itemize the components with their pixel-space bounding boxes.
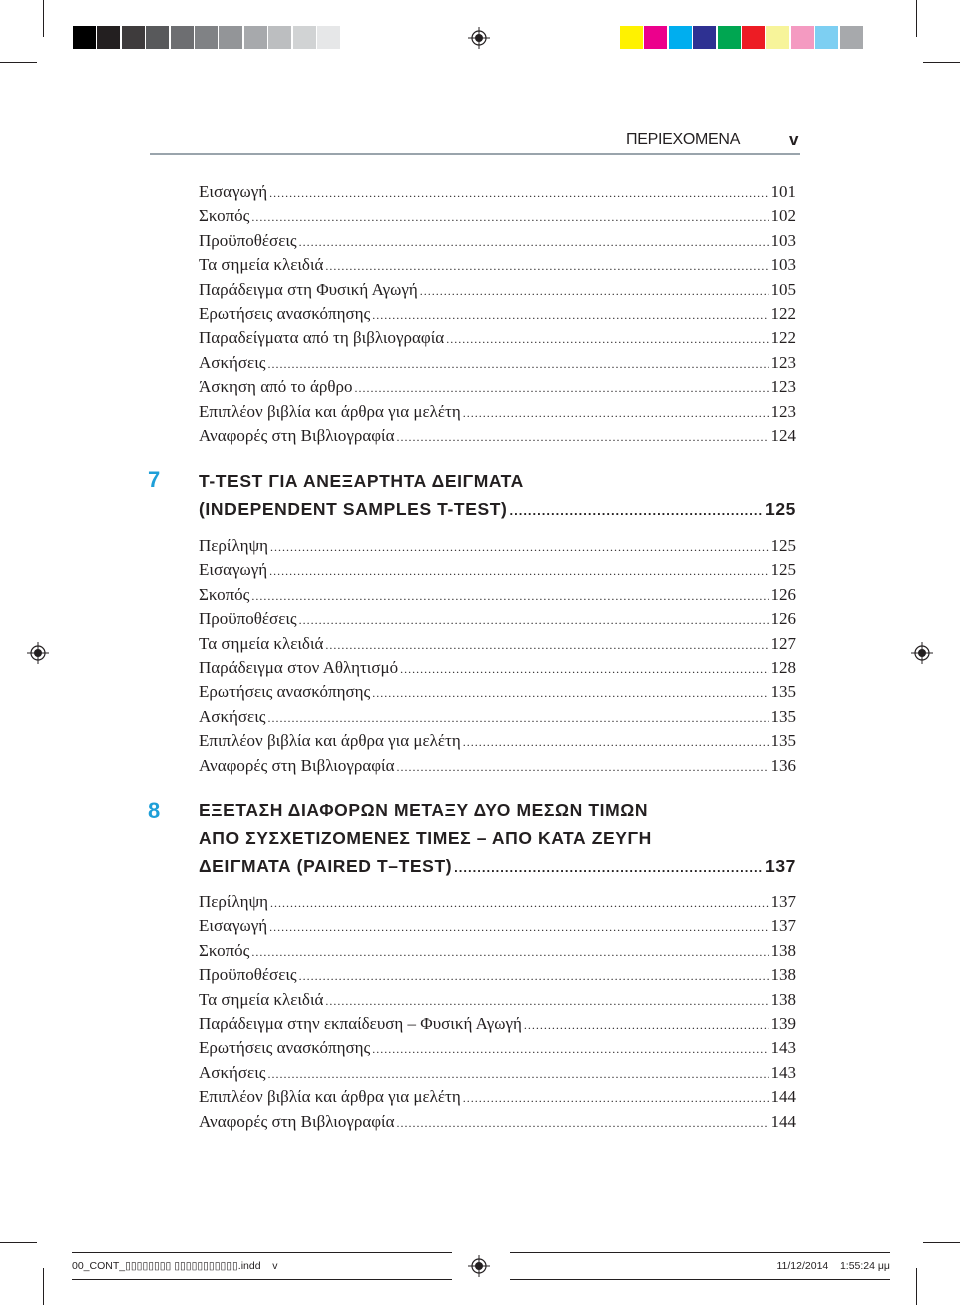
slug-date: 11/12/2014: [776, 1260, 829, 1272]
toc-entry-page: 143: [770, 1062, 796, 1082]
toc-entry-title: Τα σημεία κλειδιά: [199, 989, 324, 1009]
chapter-title-line: ΔΕΙΓΜΑΤΑ (PAIRED T–TEST): [199, 856, 453, 876]
leader-dots: [463, 402, 769, 424]
crop-mark: [43, 1268, 44, 1305]
slug-time: 1:55:24 μμ: [839, 1260, 890, 1272]
toc-entry-title: Ερωτήσεις ανασκόπησης: [199, 304, 371, 323]
gray-swatch: [171, 26, 194, 49]
leader-dots: [325, 255, 768, 277]
leader-dots: [299, 965, 769, 987]
gray-swatch: [122, 26, 145, 49]
leader-dots: [268, 353, 769, 375]
toc-entry[interactable]: [199, 891, 796, 913]
crop-mark: [923, 62, 960, 63]
toc-entry[interactable]: [199, 584, 796, 606]
leader-dots: [509, 503, 763, 518]
toc-entry[interactable]: [199, 1013, 796, 1035]
toc-entry[interactable]: [199, 989, 796, 1011]
leader-dots: [355, 377, 769, 399]
gray-swatch: [293, 26, 316, 49]
gray-swatch: [73, 26, 96, 49]
toc-entry-page: 135: [770, 731, 796, 751]
toc-entry-page: 135: [770, 706, 796, 726]
toc-entry-title: Επιπλέον βιβλία και άρθρα για μελέτη: [199, 1087, 461, 1107]
chapter-title-line: ΕΞΕΤΑΣΗ ΔΙΑΦΟΡΩΝ ΜΕΤΑΞΥ ΔΥΟ ΜΕΣΩΝ ΤΙΜΩΝ: [199, 800, 649, 820]
toc-entry[interactable]: [199, 230, 796, 252]
toc-entry[interactable]: [199, 1111, 796, 1133]
slug-page: v: [272, 1260, 278, 1272]
color-swatch: [766, 26, 789, 49]
crop-mark: [923, 1242, 960, 1243]
leader-dots: [251, 941, 768, 963]
toc-entry-page: 123: [770, 377, 796, 397]
toc-entry[interactable]: [199, 633, 796, 655]
toc-entry-page: 126: [770, 609, 796, 629]
page-number: v: [789, 130, 799, 149]
chapter-number: 8: [148, 798, 161, 823]
color-swatch: [718, 26, 741, 49]
color-swatch: [644, 26, 667, 49]
toc-entry-page: 105: [770, 279, 796, 299]
toc-entry[interactable]: [199, 205, 796, 227]
leader-dots: [400, 658, 768, 680]
chapter-title-line: (INDEPENDENT SAMPLES T-TEST): [199, 499, 508, 519]
registration-mark-icon: [911, 642, 933, 664]
toc-entry-page: 144: [770, 1087, 796, 1107]
leader-dots: [420, 280, 769, 302]
toc-entry-title: Ασκήσεις: [199, 1062, 266, 1082]
toc-entry-title: Παράδειγμα στην εκπαίδευση – Φυσική Αγωγή: [199, 1014, 522, 1033]
leader-dots: [268, 1063, 769, 1085]
toc-entry-page: 126: [770, 584, 796, 604]
leader-dots: [397, 1112, 769, 1134]
toc-entry[interactable]: [199, 608, 796, 630]
toc-entry[interactable]: [199, 730, 796, 752]
leader-dots: [268, 707, 769, 729]
leader-dots: [463, 1087, 769, 1109]
toc-entry[interactable]: [199, 279, 796, 301]
toc-entry[interactable]: [199, 535, 796, 557]
gray-swatch: [317, 26, 340, 49]
color-swatch: [669, 26, 692, 49]
toc-entry-title: Προϋποθέσεις: [199, 965, 297, 985]
toc-entry-title: Εισαγωγή: [199, 916, 268, 936]
toc-entry-page: 138: [770, 965, 796, 985]
toc-entry-title: Ερωτήσεις ανασκόπησης: [199, 1038, 371, 1058]
gray-swatch: [146, 26, 169, 49]
toc-entry-title: Σκοπός: [199, 584, 250, 604]
crop-mark: [916, 1268, 917, 1305]
registration-mark-icon: [468, 27, 490, 49]
crop-mark: [43, 0, 44, 37]
toc-entry-title: Αναφορές στη Βιβλιογραφία: [199, 755, 395, 775]
leader-dots: [269, 182, 768, 204]
gray-swatch: [195, 26, 218, 49]
toc-entry[interactable]: [199, 401, 796, 423]
toc-entry[interactable]: [199, 327, 796, 349]
leader-dots: [251, 206, 768, 228]
crop-mark: [0, 1242, 37, 1243]
gray-swatch: [244, 26, 267, 49]
leader-dots: [270, 892, 769, 914]
leader-dots: [325, 990, 768, 1012]
toc-entry-page: 143: [770, 1038, 796, 1058]
leader-dots: [397, 426, 769, 448]
toc-entry-title: Παράδειγμα στη Φυσική Αγωγή: [199, 279, 418, 299]
toc-entry-title: Αναφορές στη Βιβλιογραφία: [199, 426, 395, 445]
toc-entry-page: 139: [770, 1014, 796, 1033]
toc-entry-page: 127: [770, 633, 796, 653]
toc-entry-title: Περίληψη: [199, 892, 268, 911]
color-swatch: [693, 26, 716, 49]
toc-entry-title: Προϋποθέσεις: [199, 609, 297, 629]
toc-entry-page: 138: [770, 940, 796, 960]
toc-entry-page: 125: [770, 560, 796, 580]
slug-file-info: [72, 1252, 452, 1280]
toc-entry-title: Άσκηση από το άρθρο: [199, 377, 353, 397]
toc-entry[interactable]: [199, 425, 796, 447]
gray-swatch: [219, 26, 242, 49]
toc-entry[interactable]: [199, 254, 796, 276]
toc-entry-page: 135: [770, 682, 796, 702]
leader-dots: [524, 1014, 769, 1036]
crop-mark: [916, 0, 917, 37]
toc-entry-title: Τα σημεία κλειδιά: [199, 255, 324, 275]
toc-entry-title: Εισαγωγή: [199, 560, 268, 580]
chapter-title-line: ΑΠΟ ΣΥΣΧΕΤΙΖΟΜΕΝΕΣ ΤΙΜΕΣ – ΑΠΟ ΚΑΤΑ ΖΕΥΓΗ: [199, 828, 652, 848]
leader-dots: [269, 916, 768, 938]
leader-dots: [454, 860, 763, 875]
registration-mark-icon: [27, 642, 49, 664]
slug-date-info: [510, 1252, 890, 1280]
chapter-title-line: T-TEST ΓΙΑ ΑΝΕΞΑΡΤΗΤΑ ΔΕΙΓΜΑΤΑ: [199, 471, 524, 491]
toc-entry-title: Επιπλέον βιβλία και άρθρα για μελέτη: [199, 401, 461, 421]
color-swatch: [791, 26, 814, 49]
leader-dots: [251, 585, 768, 607]
leader-dots: [270, 536, 769, 558]
leader-dots: [397, 756, 769, 778]
leader-dots: [299, 609, 769, 631]
toc-entry-title: Ασκήσεις: [199, 352, 266, 372]
toc-entry[interactable]: [199, 940, 796, 962]
toc-entry-page: 103: [770, 230, 796, 250]
toc-entry-title: Προϋποθέσεις: [199, 230, 297, 250]
toc-entry[interactable]: [199, 376, 796, 398]
toc-entry[interactable]: [199, 352, 796, 374]
toc-entry-page: 103: [770, 255, 796, 275]
color-swatch: [620, 26, 643, 49]
color-swatch: [840, 26, 863, 49]
toc-entry[interactable]: [199, 681, 796, 703]
leader-dots: [372, 682, 768, 704]
leader-dots: [299, 231, 769, 253]
toc-entry-page: 137: [770, 892, 796, 911]
toc-entry[interactable]: [199, 706, 796, 728]
chapter-page: 137: [765, 856, 796, 876]
leader-dots: [446, 328, 768, 350]
leader-dots: [269, 560, 768, 582]
toc-entry[interactable]: [199, 559, 796, 581]
toc-entry-page: 123: [770, 401, 796, 421]
header-rule: [150, 153, 800, 155]
toc-entry-title: Επιπλέον βιβλία και άρθρα για μελέτη: [199, 731, 461, 751]
toc-entry-page: 144: [770, 1111, 796, 1131]
toc-entry[interactable]: [199, 964, 796, 986]
chapter-page: 125: [765, 499, 796, 519]
color-swatch: [815, 26, 838, 49]
toc-entry-page: 137: [770, 916, 796, 936]
toc-entry[interactable]: [199, 755, 796, 777]
toc-entry-page: 128: [770, 658, 796, 677]
toc-entry-title: Παράδειγμα στον Αθλητισμό: [199, 658, 399, 677]
toc-entry[interactable]: [199, 657, 796, 679]
gray-swatch: [268, 26, 291, 49]
toc-entry-page: 101: [770, 182, 796, 201]
crop-mark: [0, 62, 37, 63]
gray-swatch: [97, 26, 120, 49]
toc-entry-title: Σκοπός: [199, 940, 250, 960]
chapter-title-entry[interactable]: [199, 856, 796, 877]
toc-entry-title: Παραδείγματα από τη βιβλιογραφία: [199, 328, 445, 348]
toc-entry-title: Περίληψη: [199, 536, 268, 555]
toc-entry-page: 125: [770, 536, 796, 555]
slug-filename: 00_CONT_▯▯▯▯▯▯▯▯ ▯▯▯▯▯▯▯▯▯▯▯.indd: [72, 1260, 261, 1272]
toc-entry[interactable]: [199, 915, 796, 937]
leader-dots: [372, 1038, 768, 1060]
toc-entry-title: Ασκήσεις: [199, 706, 266, 726]
toc-entry[interactable]: [199, 1086, 796, 1108]
running-header-title: ΠΕΡΙΕΧΟΜΕΝΑ: [626, 131, 741, 148]
toc-entry-title: Ερωτήσεις ανασκόπησης: [199, 682, 371, 702]
toc-entry[interactable]: [199, 303, 796, 325]
toc-entry-page: 124: [770, 426, 796, 445]
toc-entry-page: 138: [770, 989, 796, 1009]
toc-entry-title: Αναφορές στη Βιβλιογραφία: [199, 1111, 395, 1131]
toc-entry[interactable]: [199, 1062, 796, 1084]
leader-dots: [463, 731, 769, 753]
toc-entry-title: Σκοπός: [199, 206, 250, 226]
toc-entry[interactable]: [199, 181, 796, 203]
toc-entry-title: Τα σημεία κλειδιά: [199, 633, 324, 653]
leader-dots: [372, 304, 768, 326]
leader-dots: [325, 634, 768, 656]
toc-entry-title: Εισαγωγή: [199, 182, 268, 201]
chapter-title-entry[interactable]: [199, 499, 796, 520]
registration-mark-icon: [468, 1255, 490, 1277]
toc-entry-page: 136: [770, 755, 796, 775]
chapter-number: 7: [148, 467, 161, 492]
toc-entry-page: 122: [770, 304, 796, 323]
toc-entry-page: 102: [770, 206, 796, 226]
color-swatch: [742, 26, 765, 49]
toc-entry-page: 123: [770, 352, 796, 372]
toc-entry-page: 122: [770, 328, 796, 348]
toc-entry[interactable]: [199, 1037, 796, 1059]
